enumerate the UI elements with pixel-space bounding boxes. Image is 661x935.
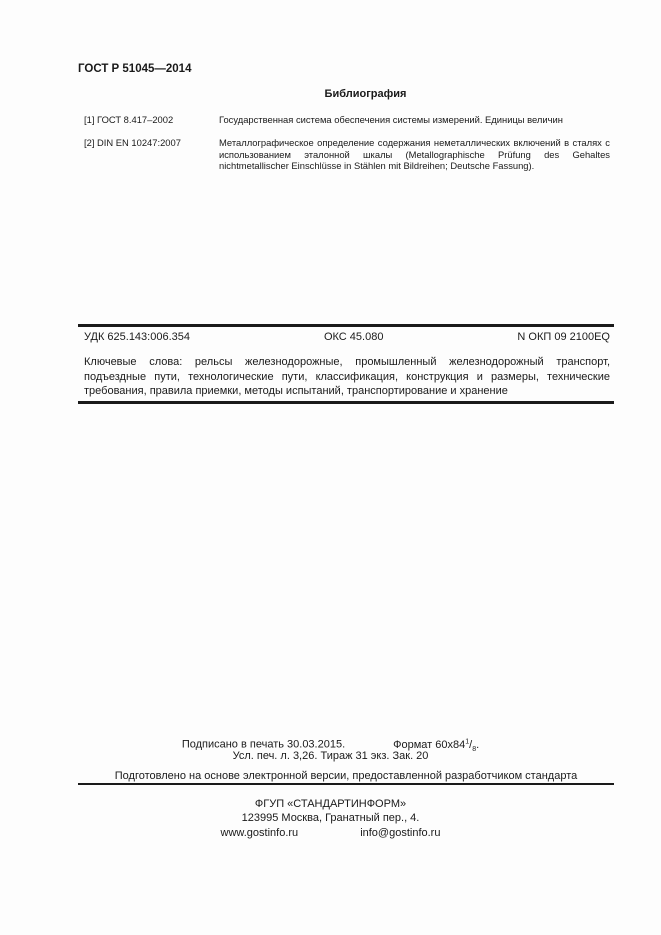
prepared-note-underline: [78, 783, 614, 785]
bibliography-entry: [84, 137, 610, 172]
publisher-name: ФГУП «СТАНДАРТИНФОРМ»: [254, 798, 407, 810]
signed-date: Подписано в печать 30.03.2015.: [181, 738, 346, 751]
classification-row: [84, 331, 610, 343]
publisher-email[interactable]: info@gostinfo.ru: [360, 826, 441, 839]
divider-top: [78, 324, 614, 327]
publisher-contacts: [0, 826, 661, 840]
publisher-block: [0, 797, 661, 840]
keywords-paragraph: Ключевые слова: рельсы железнодорожные, промышленный железнодорожный транспорт, подъездные пути, технологические пути, классификация, конструкция и размеры, технические требования, правила приемки, методы испытаний, транспортирование и хранение: [84, 356, 610, 398]
bibliography-entry: [84, 114, 610, 126]
divider-bottom: [78, 401, 614, 404]
okp-code: N ОКП 09 2100EQ: [517, 331, 610, 343]
reference-text: Государственная система обеспечения системы измерений. Единицы величин: [219, 114, 563, 125]
reference-text: Металлографическое определение содержания неметаллических включений в сталях с использованием эталонной шкалы (Metallographische Prüfung des Gehaltes nichtmetallischer Einschlüsse in Stählen mit Bildreihen; Deutsche Fassung).: [219, 137, 610, 172]
paper-format: Формат $60x84^1/_8$.: [393, 738, 480, 753]
bibliography-title-text: Библиография: [324, 88, 407, 100]
imprint-line-2: Усл. печ. л. 3,26. Тираж 31 экз. Зак. 20: [232, 750, 429, 762]
publisher-address: 123995 Москва, Гранатный пер., 4.: [241, 812, 420, 825]
publisher-website[interactable]: www.gostinfo.ru: [220, 826, 299, 839]
bibliography-title: [0, 88, 661, 100]
udk-code: УДК 625.143:006.354: [84, 331, 190, 343]
reference-number: [2] DIN EN 10247:2007: [84, 137, 181, 148]
oks-code: ОКС 45.080: [323, 331, 384, 343]
reference-number: [1] ГОСТ 8.417–2002: [84, 114, 174, 125]
standard-id-header: ГОСТ Р 51045—2014: [78, 63, 192, 75]
prepared-note: Подготовлено на основе электронной версии, предоставленной разработчиком стандарта: [114, 770, 578, 782]
